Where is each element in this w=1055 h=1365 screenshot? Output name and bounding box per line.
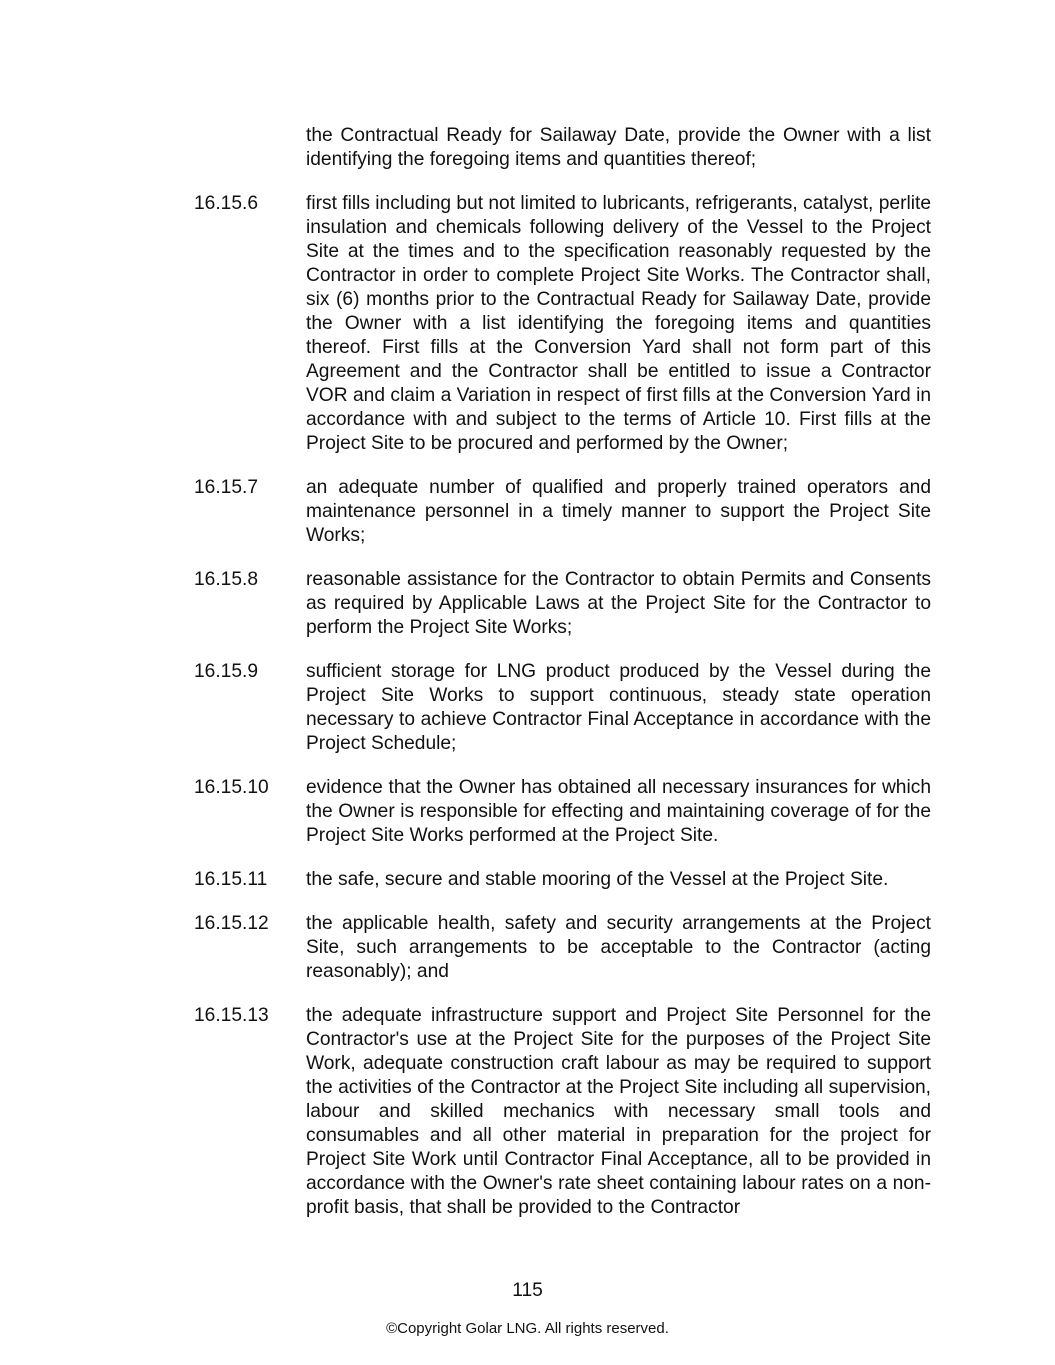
clause-16-15-7 <box>194 476 931 548</box>
continuation-paragraph: the Contractual Ready for Sailaway Date, provide the Owner with a list identifying the foregoing items and quantities thereof; <box>306 125 931 170</box>
clause-number: 16.15.8 <box>194 569 259 590</box>
clause-number: 16.15.6 <box>194 193 259 214</box>
clause-16-15-13 <box>194 1004 931 1220</box>
clause-16-15-9 <box>194 660 931 756</box>
clause-number: 16.15.10 <box>194 777 269 798</box>
clause-number: 16.15.12 <box>194 913 269 934</box>
clause-16-15-8 <box>194 568 931 640</box>
clause-text: sufficient storage for LNG product produced by the Vessel during the Project Site Works to support continuous, steady state operation necessary to achieve Contractor Final Acceptance in accordance with the Project Schedule; <box>306 661 931 754</box>
clause-text: reasonable assistance for the Contractor to obtain Permits and Consents as required by Applicable Laws at the Project Site for the Contractor to perform the Project Site Works; <box>306 569 931 638</box>
copyright-footer: ©Copyright Golar LNG. All rights reserved. <box>386 1320 669 1337</box>
clause-16-15-6 <box>194 192 931 456</box>
clause-number: 16.15.13 <box>194 1005 269 1026</box>
clause-list <box>194 192 931 1240</box>
clause-number: 16.15.9 <box>194 661 259 682</box>
clause-text: evidence that the Owner has obtained all necessary insurances for which the Owner is responsible for effecting and maintaining coverage of for the Project Site Works performed at the Project Site. <box>306 777 931 846</box>
clause-number: 16.15.7 <box>194 477 259 498</box>
clause-text: an adequate number of qualified and properly trained operators and maintenance personnel in a timely manner to support the Project Site Works; <box>306 477 931 546</box>
clause-text: the applicable health, safety and security arrangements at the Project Site, such arrangements to be acceptable to the Contractor (acting reasonably); and <box>306 913 931 982</box>
clause-16-15-11 <box>194 868 931 892</box>
clause-number: 16.15.11 <box>194 869 268 890</box>
clause-16-15-10 <box>194 776 931 848</box>
clause-text: the adequate infrastructure support and Project Site Personnel for the Contractor's use at the Project Site for the purposes of the Project Site Work, adequate construction craft labour as may be required to support the activities of the Contractor at the Project Site including all supervision, labour and skilled mechanics with necessary small tools and consumables and all other material in preparation for the project for Project Site Work until Contractor Final Acceptance, all to be provided in accordance with the Owner's rate sheet containing labour rates on a non-profit basis, that shall be provided to the Contractor <box>306 1005 931 1218</box>
clause-text: first fills including but not limited to lubricants, refrigerants, catalyst, perlite insulation and chemicals following delivery of the Vessel to the Project Site at the times and to the specification reasonably requested by the Contractor in order to complete Project Site Works. The Contractor shall, six (6) months prior to the Contractual Ready for Sailaway Date, provide the Owner with a list identifying the foregoing items and quantities thereof. First fills at the Conversion Yard shall not form part of this Agreement and the Contractor shall be entitled to issue a Contractor VOR and claim a Variation in respect of first fills at the Conversion Yard in accordance with and subject to the terms of Article 10. First fills at the Project Site to be procured and performed by the Owner; <box>306 193 931 454</box>
page-number: 115 <box>512 1280 543 1301</box>
clause-16-15-12 <box>194 912 931 984</box>
clause-text: the safe, secure and stable mooring of the Vessel at the Project Site. <box>306 869 889 890</box>
